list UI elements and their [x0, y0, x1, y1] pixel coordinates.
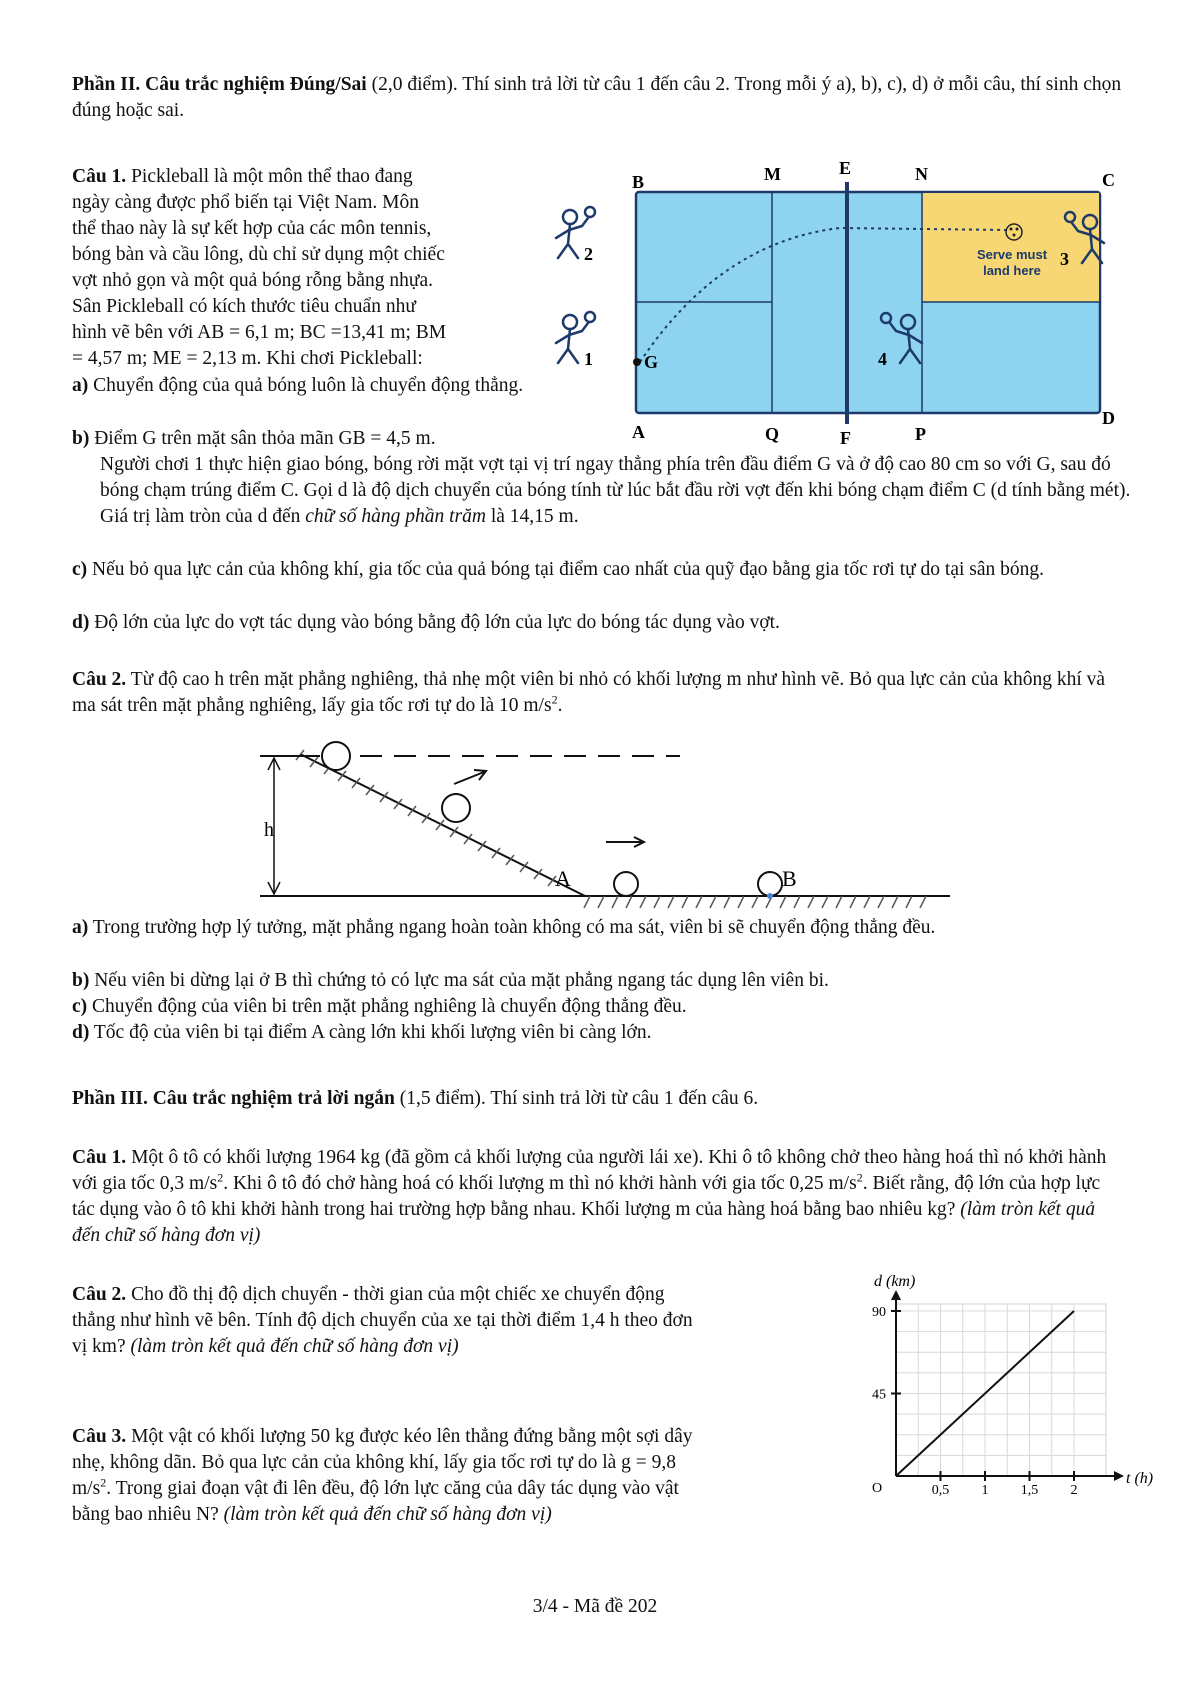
- q1-option-d: [72, 610, 1150, 636]
- q1-line-1: ngày càng được phổ biến tại Việt Nam. Môn: [72, 192, 419, 213]
- q2-sup: 2: [551, 692, 558, 707]
- p3q1-italic: (làm tròn kết quả đến chữ số hàng đơn vị): [72, 1199, 1096, 1246]
- q2-option-c-label: c): [72, 996, 88, 1017]
- q2-stem: [72, 667, 1122, 719]
- p3q3-line-2: [72, 1476, 872, 1502]
- y-tick-label: 90: [872, 1305, 886, 1320]
- part3-heading: [72, 1086, 1122, 1112]
- q1-option-d-text: Độ lớn của lực do vợt tác dụng vào bóng bằng độ lớn của lực do bóng tác dụng vào vợt.: [94, 612, 780, 633]
- p3q1-label: Câu 1.: [72, 1147, 127, 1168]
- part3-title: Phần III. Câu trắc nghiệm trả lời ngắn: [72, 1088, 395, 1109]
- label-m: M: [764, 164, 781, 184]
- q2-option-b-label: b): [72, 970, 90, 991]
- p3q3-text-2a: m/s: [72, 1478, 101, 1499]
- label-e: E: [839, 158, 852, 178]
- point-a-label: A: [555, 866, 571, 891]
- q1-option-c: [72, 557, 1150, 583]
- q1-line-7: = 4,57 m; ME = 2,13 m. Khi chơi Pickleball:: [72, 348, 423, 369]
- label-f: F: [840, 428, 851, 448]
- p3q3-text-0: Một vật có khối lượng 50 kg được kéo lên thẳng đứng bằng một sợi dây: [131, 1426, 693, 1447]
- q2-option-b-text: Nếu viên bi dừng lại ở B thì chứng tỏ có lực ma sát của mặt phẳng ngang tác dụng lên viên bi.: [94, 970, 829, 991]
- q2-option-a: [72, 915, 1150, 941]
- p3q2-label: Câu 2.: [72, 1284, 127, 1305]
- q2-end: .: [557, 695, 563, 716]
- q1-line-0: [72, 164, 542, 190]
- y-tick-label: 45: [872, 1387, 886, 1403]
- ball-b: [758, 872, 782, 896]
- player-2-number: 2: [584, 244, 593, 264]
- part2-title: Phần II. Câu trắc nghiệm Đúng/Sai: [72, 74, 367, 95]
- q2-option-c-text: Chuyển động của viên bi trên mặt phẳng nghiêng là chuyển động thẳng đều.: [92, 996, 687, 1017]
- label-q: Q: [765, 424, 780, 444]
- part2-heading: [72, 72, 1122, 124]
- p3q1-text1: Một ô tô có khối lượng 1964 kg (đã gồm cả khối lượng của người lái xe). Khi ô tô không chở theo hàng hoá thì nó khởi hành với gia tốc 0,3 m/s: [72, 1147, 1107, 1194]
- player-3-number: 3: [1060, 249, 1069, 269]
- p3q3-line-1: nhẹ, không dãn. Bỏ qua lực cản của không khí, lấy gia tốc rơi tự do là g = 9,8: [72, 1452, 677, 1473]
- q2-option-d: [72, 1020, 1150, 1046]
- q1-label: Câu 1.: [72, 166, 127, 187]
- q1-option-b-text1: Điểm G trên mặt sân thỏa mãn GB = 4,5 m.: [94, 428, 436, 449]
- q1-option-b-italic: chữ số hàng phần trăm: [305, 506, 486, 527]
- serve-text-2: land here: [983, 263, 1041, 278]
- q2-option-b: [72, 968, 1150, 994]
- q2-text: Từ độ cao h trên mặt phẳng nghiêng, thả nhẹ một viên bi nhỏ có khối lượng m như hình vẽ. Bỏ qua lực cản của không khí và ma sát trên mặt phẳng nghiêng, lấy gia tốc rơi tự do là 10 m/s: [72, 669, 1106, 716]
- q1-line-2: thể thao này là sự kết hợp của các môn tennis,: [72, 218, 432, 239]
- q1-option-d-label: d): [72, 612, 90, 633]
- p3q1-text3: . Biết rằng, độ lớn của hợp lực tác dụng vào ô tô khi khởi hành trong hai trường hợp bằng nhau. Khối lượng m của hàng hoá bằng bao nhiêu kg?: [72, 1173, 1101, 1220]
- q2-option-c: [72, 994, 1150, 1020]
- label-g: G: [644, 352, 659, 372]
- p3q2-text-0: Cho đồ thị độ dịch chuyển - thời gian của một chiếc xe chuyển động: [131, 1284, 665, 1305]
- p3q1-sup1: 2: [217, 1170, 224, 1185]
- q2-label: Câu 2.: [72, 669, 127, 690]
- ball-bottom: [614, 872, 638, 896]
- q1-option-a-label: a): [72, 375, 89, 396]
- q1-line-5: Sân Pickleball có kích thước tiêu chuẩn như: [72, 296, 416, 317]
- pickleball-court-figure: [540, 158, 1126, 452]
- p3q3-line-0: [72, 1424, 872, 1450]
- label-d: D: [1102, 408, 1115, 428]
- part2-instructions: (2,0 điểm). Thí sinh trả lời từ câu 1 đến câu 2. Trong mỗi ý a), b), c), d) ở mỗi câu, thí sinh chọn đúng hoặc sai.: [72, 74, 1122, 121]
- ball-top: [322, 742, 350, 770]
- incline-figure: [260, 744, 960, 904]
- q1-intro-text-0: Pickleball là một môn thể thao đang: [131, 166, 413, 187]
- q2-option-a-text: Trong trường hợp lý tưởng, mặt phẳng ngang hoàn toàn không có ma sát, viên bi sẽ chuyển động thẳng đều.: [92, 917, 936, 938]
- label-n: N: [915, 164, 928, 184]
- q1-line-4: vợt nhỏ gọn và một quả bóng rỗng bằng nhựa.: [72, 270, 433, 291]
- q2-option-a-label: a): [72, 917, 89, 938]
- p3q1: [72, 1145, 1122, 1249]
- q1-option-c-label: c): [72, 559, 88, 580]
- q1-option-b-body: [100, 452, 1150, 530]
- q1-option-b: [72, 426, 1150, 530]
- p3q2-line-2: [72, 1334, 872, 1360]
- p3q1-text2: . Khi ô tô đó chở hàng hoá có khối lượng m thì nó khởi hành với gia tốc 0,25 m/s: [223, 1173, 857, 1194]
- player-1-number: 1: [584, 349, 593, 369]
- x-tick-label: 0,5: [931, 1483, 950, 1498]
- label-a: A: [632, 422, 645, 442]
- point-g-dot: [633, 358, 641, 366]
- q1-line-3: bóng bàn và cầu lông, dù chỉ sử dụng một chiếc: [72, 244, 445, 265]
- q1-option-c-text: Nếu bỏ qua lực cản của không khí, gia tốc của quả bóng tại điểm cao nhất của quỹ đạo bằng gia tốc rơi tự do tại sân bóng.: [92, 559, 1045, 580]
- label-c: C: [1102, 170, 1115, 190]
- p3q2-line-0: [72, 1282, 872, 1308]
- q1-option-b-label: b): [72, 428, 90, 449]
- x-tick-label: 1,5: [1020, 1483, 1039, 1498]
- page-footer: 3/4 - Mã đề 202: [532, 1596, 658, 1617]
- x-tick-label: 1: [981, 1483, 989, 1498]
- ball-icon: [1006, 224, 1022, 240]
- y-axis-label: d (km): [874, 1273, 916, 1290]
- height-label: h: [264, 819, 274, 841]
- p3q2-text-2: vị km?: [72, 1336, 131, 1357]
- origin-label: O: [872, 1481, 883, 1496]
- p3q2-italic: (làm tròn kết quả đến chữ số hàng đơn vị): [130, 1336, 459, 1357]
- p3q3-sup: 2: [100, 1475, 107, 1490]
- p3q3-text-3: bằng bao nhiêu N?: [72, 1504, 224, 1525]
- player-4-number: 4: [878, 349, 887, 369]
- p3q3-italic: (làm tròn kết quả đến chữ số hàng đơn vị): [223, 1504, 552, 1525]
- p3q2-line-1: thẳng như hình vẽ bên. Tính độ dịch chuyển của xe tại thời điểm 1,4 h theo đơn: [72, 1310, 693, 1331]
- p3q3-line-3: [72, 1502, 872, 1528]
- p3q3: [72, 1424, 872, 1528]
- point-b-label: B: [782, 866, 797, 891]
- ball-mid: [442, 794, 470, 822]
- q1-option-a-text: Chuyển động của quả bóng luôn là chuyển động thẳng.: [93, 375, 524, 396]
- q2-option-d-label: d): [72, 1022, 90, 1043]
- p3q2: [72, 1282, 872, 1360]
- q2-option-d-text: Tốc độ của viên bi tại điểm A càng lớn khi khối lượng viên bi càng lớn.: [93, 1022, 652, 1043]
- q1-option-a: [72, 373, 570, 399]
- p3q1-sup2: 2: [856, 1170, 863, 1185]
- q1-option-b-text2: Người chơi 1 thực hiện giao bóng, bóng rời mặt vợt tại vị trí ngay thẳng phía trên đầu điểm G và ở độ cao 80 cm so với G, sau đó bóng chạm trúng điểm C. Gọi d là độ dịch chuyển của bóng tính từ lúc bắt đầu rời vợt đến khi bóng chạm điểm C (d tính bằng mét). Giá trị làm tròn của d đến: [100, 454, 1131, 527]
- p3q3-label: Câu 3.: [72, 1426, 127, 1447]
- label-p: P: [915, 424, 926, 444]
- q1-intro: [72, 164, 542, 372]
- p3q3-text-2b: . Trong giai đoạn vật đi lên đều, độ lớn lực căng của dây tác dụng vào vật: [106, 1478, 679, 1499]
- serve-text-1: Serve must: [976, 247, 1048, 262]
- q1-option-b-end: là 14,15 m.: [485, 506, 579, 527]
- x-axis-label: t (h): [1126, 1470, 1154, 1487]
- displacement-time-chart: [860, 1270, 1154, 1500]
- part3-instructions: (1,5 điểm). Thí sinh trả lời từ câu 1 đến câu 6.: [394, 1088, 759, 1109]
- x-tick-label: 2: [1070, 1483, 1078, 1498]
- label-b: B: [632, 172, 645, 192]
- q1-line-6: hình vẽ bên với AB = 6,1 m; BC =13,41 m; BM: [72, 322, 447, 343]
